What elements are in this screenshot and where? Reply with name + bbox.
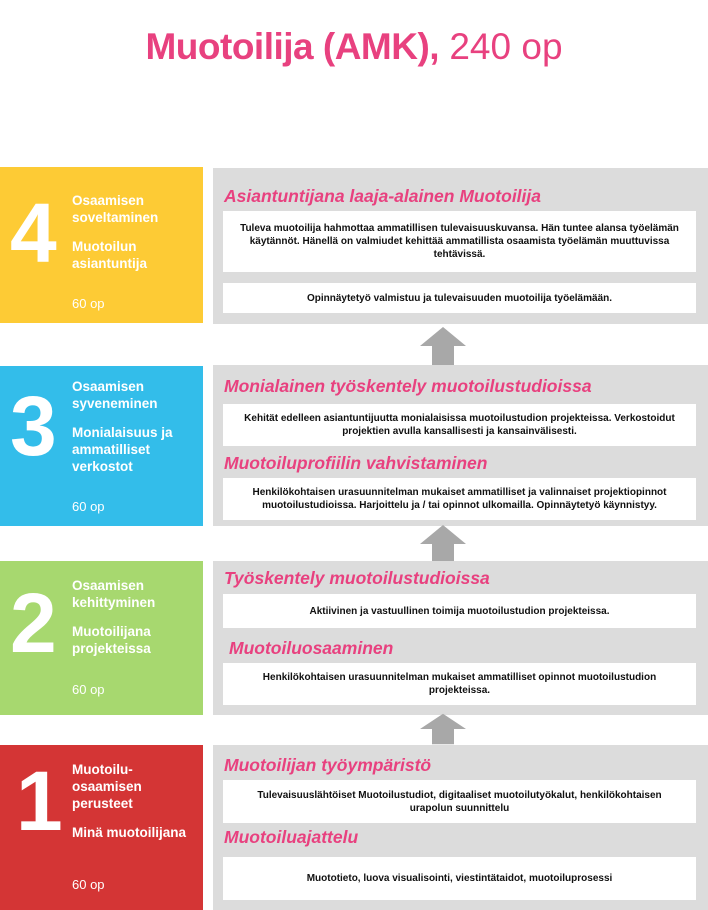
- up-arrow-icon: [419, 326, 467, 366]
- up-arrow-icon: [419, 713, 467, 745]
- level-2-box: [0, 561, 203, 715]
- up-arrow-icon: [419, 524, 467, 564]
- level-4-label-1: Osaamisen soveltaminen: [72, 193, 159, 225]
- phase-description: Kehität edelleen asiantuntijuutta monialaisissa muotoilustudion projekteissa. Verkostoidut projektien avulla kansallisesti ja kansainvälisesti.: [223, 404, 696, 446]
- page-title: [0, 28, 708, 65]
- level-4-label-2: Muotoilun asiantuntija: [72, 239, 148, 271]
- phase-heading: Asiantuntijana laaja-alainen Muotoilija: [224, 186, 541, 206]
- phase-heading: Muotoiluosaaminen: [229, 638, 394, 658]
- level-2-credits: 60 op: [72, 682, 105, 697]
- level-1-labels: [72, 761, 202, 841]
- level-3-box: [0, 366, 203, 526]
- level-4-panel: [213, 168, 708, 324]
- level-1-number: 1: [16, 754, 63, 848]
- phase-heading: Monialainen työskentely muotoilustudioissa: [224, 376, 592, 396]
- phase-heading: Muotoiluajattelu: [224, 827, 359, 847]
- phase-description: Tulevaisuuslähtöiset Muotoilustudiot, digitaaliset muotoilutyökalut, henkilökohtaisen urapolun suunnittelu: [223, 780, 696, 823]
- level-2-label-1: Osaamisen kehittyminen: [72, 578, 156, 610]
- phase-heading: Muotoilijan työympäristö: [224, 755, 432, 775]
- level-1-box: [0, 745, 203, 910]
- level-3-number: 3: [10, 379, 57, 473]
- level-4-number: 4: [10, 186, 57, 280]
- level-3-label-2: Monialaisuus ja ammatilliset verkostot: [72, 425, 173, 474]
- level-4-labels: [72, 192, 202, 272]
- phase-description: Aktiivinen ja vastuullinen toimija muotoilustudion projekteissa.: [223, 594, 696, 628]
- level-1-credits: 60 op: [72, 877, 105, 892]
- title-credits: 240 op: [449, 26, 563, 67]
- phase-heading: Työskentely muotoilustudioissa: [224, 568, 490, 588]
- phase-heading: Muotoiluprofiilin vahvistaminen: [224, 453, 488, 473]
- level-3-credits: 60 op: [72, 499, 105, 514]
- level-4-credits: 60 op: [72, 296, 105, 311]
- level-1-label-1: Muotoilu-osaamisen perusteet: [72, 762, 142, 811]
- phase-description: Opinnäytetyö valmistuu ja tulevaisuuden muotoilija työelämään.: [223, 283, 696, 313]
- phase-description: Henkilökohtaisen urasuunnitelman mukaiset ammatilliset ja valinnaiset projektiopinnot muotoilustudioissa. Harjoittelu ja / tai opinnot ulkomailla. Opinnäytetyö käynnistyy.: [223, 478, 696, 520]
- level-4-box: [0, 167, 203, 323]
- level-2-panel: [213, 561, 708, 715]
- level-3-panel: [213, 365, 708, 526]
- phase-description: Henkilökohtaisen urasuunnitelman mukaiset ammatilliset opinnot muotoilustudion projekteissa.: [223, 663, 696, 705]
- phase-description: Tuleva muotoilija hahmottaa ammatillisen tulevaisuuskuvansa. Hän tuntee alansa työelämän käytännöt. Hänellä on valmiudet kehittää ammatillista osaamista työelämän muuttuvissa tehtävissä.: [223, 211, 696, 272]
- level-2-label-2: Muotoilijana projekteissa: [72, 624, 151, 656]
- title-main: Muotoilija (AMK),: [145, 26, 440, 67]
- level-2-labels: [72, 577, 202, 657]
- level-2-number: 2: [10, 576, 57, 670]
- level-3-labels: [72, 378, 202, 475]
- level-1-panel: [213, 745, 708, 910]
- phase-description: Muototieto, luova visualisointi, viestintätaidot, muotoiluprosessi: [223, 857, 696, 900]
- level-3-label-1: Osaamisen syveneminen: [72, 379, 158, 411]
- level-1-label-2: Minä muotoilijana: [72, 825, 187, 840]
